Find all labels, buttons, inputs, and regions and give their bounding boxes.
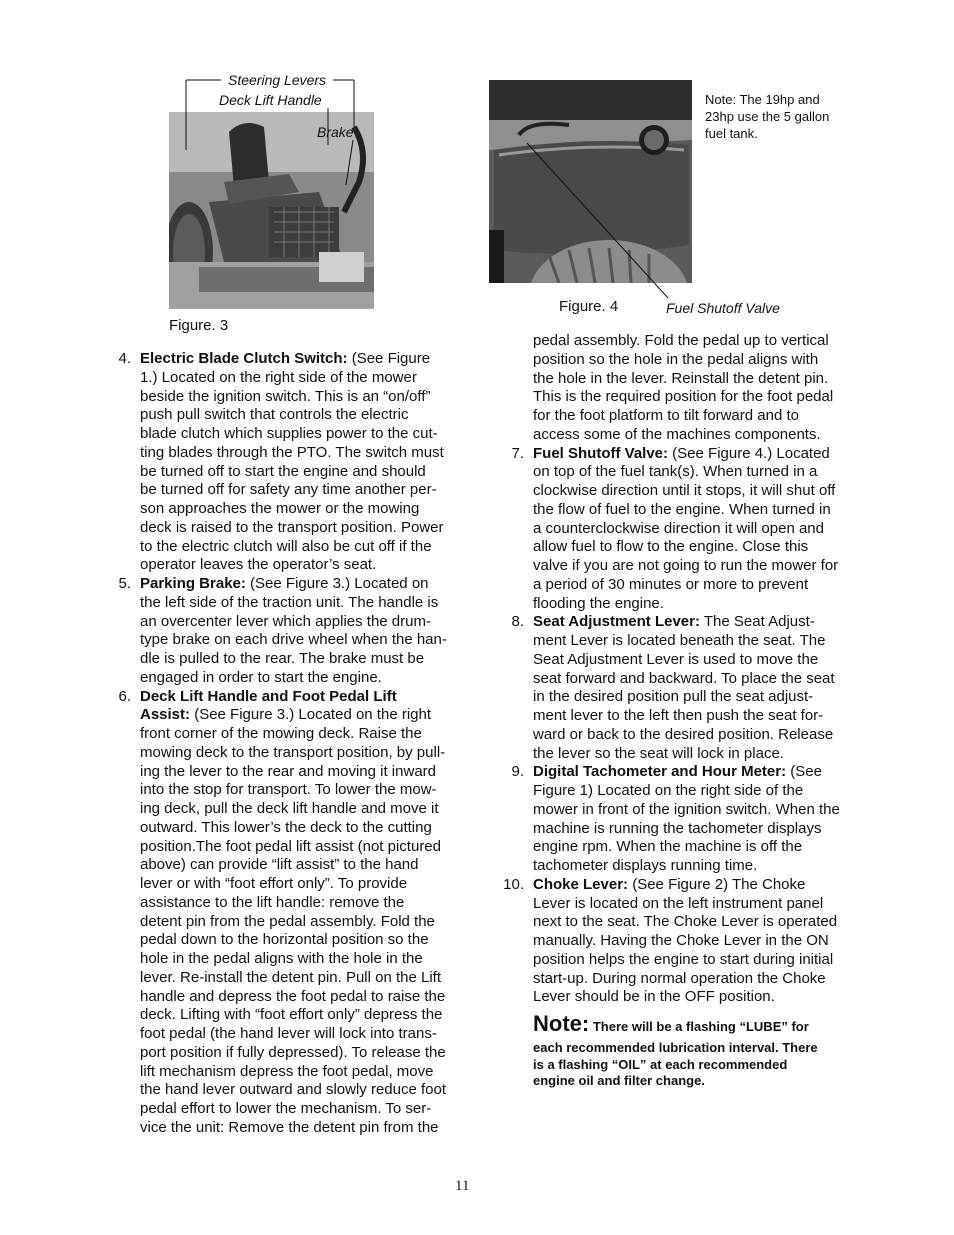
item-line: (See Figure bbox=[347, 350, 431, 367]
item-line: son approaches the mower or the mowing bbox=[140, 500, 420, 517]
note-line: There will be a flashing “LUBE” for bbox=[589, 1019, 809, 1034]
item-number: 8. bbox=[511, 613, 524, 631]
item-line: the lever so the seat will lock in place. bbox=[533, 744, 784, 762]
item-line: in the desired position pull the seat adjust- bbox=[533, 688, 814, 706]
item-line: outward. This lower’s the deck to the cutting bbox=[140, 818, 432, 836]
list-item-parking-brake bbox=[109, 575, 459, 688]
item-line: This is the required position for the foot pedal bbox=[533, 388, 834, 406]
item-title: Digital Tachometer and Hour Meter: bbox=[533, 763, 787, 781]
item-line: the flow of fuel to the engine. When turned in bbox=[533, 500, 831, 518]
item-line: front corner of the mowing deck. Raise the bbox=[140, 725, 422, 742]
item-line: next to the seat. The Choke Lever is operated bbox=[533, 913, 838, 931]
item-line: 1.) Located on the right side of the mower bbox=[140, 368, 417, 386]
right-column bbox=[502, 332, 852, 1007]
item-line: allow fuel to flow to the engine. Close this bbox=[533, 538, 809, 556]
item-line: be turned off to start the engine and should bbox=[140, 462, 426, 480]
item-number: 4. bbox=[118, 350, 131, 367]
item-line: Lever is located on the left instrument panel bbox=[533, 894, 824, 912]
item-line: (See bbox=[786, 763, 822, 781]
item-line: ing deck, pull the deck lift handle and move it bbox=[140, 800, 439, 817]
figure-4-callout-line bbox=[0, 0, 954, 340]
item-line: be turned off for safety any time another per- bbox=[140, 481, 437, 499]
item-line: type brake on each drive wheel when the han- bbox=[140, 631, 447, 649]
item-line: position helps the engine to start during initial bbox=[533, 950, 834, 968]
item-title: Assist: bbox=[140, 706, 191, 724]
item-line: blade clutch which supplies power to the cut- bbox=[140, 425, 438, 442]
item-line: handle and depress the foot pedal to raise the bbox=[140, 987, 446, 1005]
note-line: is a flashing “OIL” at each recommended bbox=[533, 1056, 788, 1072]
item-line: push pull switch that controls the electric bbox=[140, 406, 409, 424]
list-item-electric-blade-clutch bbox=[109, 350, 459, 575]
item-title: Fuel Shutoff Valve: bbox=[533, 444, 669, 462]
item-line: position.The foot pedal lift assist (not pictured bbox=[140, 837, 441, 855]
list-item-fuel-shutoff-valve bbox=[502, 445, 852, 614]
fuel-shutoff-valve-callout: Fuel Shutoff Valve bbox=[666, 300, 780, 316]
item-line: clockwise direction until it stops, it will shut off bbox=[533, 482, 836, 499]
item-line: mower in front of the ignition switch. When the bbox=[533, 800, 840, 818]
item-title: Seat Adjustment Lever: bbox=[533, 613, 700, 631]
item-number: 5. bbox=[118, 575, 131, 592]
item-line: the left side of the traction unit. The handle is bbox=[140, 593, 439, 611]
item-line: on top of the fuel tank(s). When turned in a bbox=[533, 463, 818, 481]
item-line: lift mechanism depress the foot pedal, move bbox=[140, 1062, 434, 1080]
item-line: ment lever to the left then push the seat for- bbox=[533, 707, 824, 724]
item-line: beside the ignition switch. This is an “on/off” bbox=[140, 387, 431, 405]
item-line: The Seat Adjust- bbox=[700, 613, 815, 631]
figure-3-label: Figure. 3 bbox=[169, 317, 229, 334]
item-line: ing the lever to the rear and moving it inward bbox=[140, 762, 436, 780]
item-line: deck. Lifting with “foot effort only” depress the bbox=[140, 1006, 443, 1024]
list-item-digital-tachometer bbox=[502, 763, 852, 876]
item-title: Electric Blade Clutch Switch: bbox=[140, 350, 348, 367]
note-line: each recommended lubrication interval. There bbox=[533, 1040, 818, 1055]
item-line: (See Figure 3.) Located on bbox=[245, 575, 429, 592]
item-line: manually. Having the Choke Lever in the ON bbox=[533, 932, 829, 949]
list-item-deck-lift-handle bbox=[109, 688, 459, 1138]
brake-callout: Brake bbox=[317, 124, 354, 140]
item-line: an overcenter lever which applies the drum- bbox=[140, 612, 431, 630]
item-number: 10. bbox=[503, 875, 524, 893]
item-line: Figure 1) Located on the right side of the bbox=[533, 782, 804, 799]
item-line: to the electric clutch will also be cut off if the bbox=[140, 537, 432, 555]
item-line: Seat Adjustment Lever is used to move the bbox=[533, 650, 819, 668]
item-line: deck is raised to the transport position. Power bbox=[140, 518, 444, 536]
item-line: valve if you are not going to run the mower for bbox=[533, 557, 839, 574]
item-title: Parking Brake: bbox=[140, 575, 246, 592]
item-line: (See Figure 4.) Located bbox=[668, 444, 830, 462]
item-line: Lever should be in the OFF position. bbox=[533, 988, 775, 1006]
item-line: pedal down to the horizontal position so the bbox=[140, 931, 429, 949]
item-line: pedal effort to lower the mechanism. To ser- bbox=[140, 1100, 432, 1117]
page-number: 11 bbox=[455, 1178, 470, 1194]
item-line: (See Figure 3.) Located on the right bbox=[190, 706, 432, 724]
item-line: a counterclockwise direction it will open and bbox=[533, 519, 824, 537]
note-heading: Note: bbox=[533, 1011, 590, 1036]
item-number: 6. bbox=[118, 687, 131, 705]
item-title: Deck Lift Handle and Foot Pedal Lift bbox=[140, 687, 397, 705]
item-line: into the stop for transport. To lower the mow- bbox=[140, 781, 437, 799]
item-line: (See Figure 2) The Choke bbox=[628, 875, 806, 893]
item-line: engine rpm. When the machine is off the bbox=[533, 838, 803, 856]
note-line: engine oil and filter change. bbox=[533, 1073, 705, 1088]
list-item-choke-lever bbox=[502, 876, 852, 1007]
item-line: the hand lever outward and slowly reduce foot bbox=[140, 1081, 447, 1099]
note-box bbox=[533, 1011, 853, 1090]
item-line: engaged in order to start the engine. bbox=[140, 668, 382, 686]
item-line: ward or back to the desired position. Release bbox=[533, 725, 834, 743]
item-line: for the foot platform to tilt forward and to bbox=[533, 407, 799, 424]
item-line: dle is pulled to the rear. The brake must be bbox=[140, 650, 425, 667]
item-line: hole in the pedal aligns with the hole in the bbox=[140, 950, 423, 967]
item-line: position so the hole in the pedal aligns with bbox=[533, 350, 819, 368]
item-line: machine is running the tachometer displays bbox=[533, 819, 822, 837]
item-line: start-up. During normal operation the Choke bbox=[533, 969, 826, 987]
item-line: vice the unit: Remove the detent pin from the bbox=[140, 1118, 439, 1136]
item-line: the hole in the lever. Reinstall the detent pin. bbox=[533, 369, 829, 387]
item-number: 9. bbox=[511, 763, 524, 781]
continuation-paragraph bbox=[502, 332, 852, 445]
item-line: foot pedal (the hand lever will lock into trans- bbox=[140, 1025, 437, 1042]
list-item-seat-adjustment-lever bbox=[502, 613, 852, 763]
item-line: seat forward and backward. To place the seat bbox=[533, 669, 835, 687]
item-line: access some of the machines components. bbox=[533, 425, 821, 443]
item-line: flooding the engine. bbox=[533, 594, 664, 612]
item-line: ment Lever is located beneath the seat. The bbox=[533, 632, 826, 649]
figure-4-note: Note: The 19hp and 23hp use the 5 gallon fuel tank. bbox=[705, 92, 830, 141]
item-line: pedal assembly. Fold the pedal up to vertical bbox=[533, 332, 829, 349]
item-number: 7. bbox=[511, 444, 524, 462]
item-line: tachometer displays running time. bbox=[533, 857, 758, 874]
figure-4-label: Figure. 4 bbox=[559, 298, 619, 315]
item-line: assistance to the lift handle: remove the bbox=[140, 893, 405, 911]
deck-lift-handle-callout: Deck Lift Handle bbox=[219, 92, 322, 108]
item-line: ting blades through the PTO. The switch must bbox=[140, 443, 444, 461]
item-title: Choke Lever: bbox=[533, 875, 629, 893]
item-line: lever. Re-install the detent pin. Pull on the Lift bbox=[140, 968, 442, 986]
item-line: lever or with “foot effort only”. To provide bbox=[140, 875, 408, 892]
item-line: above) can provide “lift assist” to the hand bbox=[140, 856, 419, 874]
steering-levers-callout: Steering Levers bbox=[228, 72, 327, 88]
item-line: detent pin from the pedal assembly. Fold the bbox=[140, 912, 435, 930]
item-line: a period of 30 minutes or more to prevent bbox=[533, 575, 809, 593]
item-line: operator leaves the operator’s seat. bbox=[140, 556, 377, 574]
item-line: port position if fully depressed). To release the bbox=[140, 1043, 446, 1061]
item-line: mowing deck to the transport position, by pull- bbox=[140, 743, 446, 761]
left-column bbox=[109, 350, 459, 1138]
